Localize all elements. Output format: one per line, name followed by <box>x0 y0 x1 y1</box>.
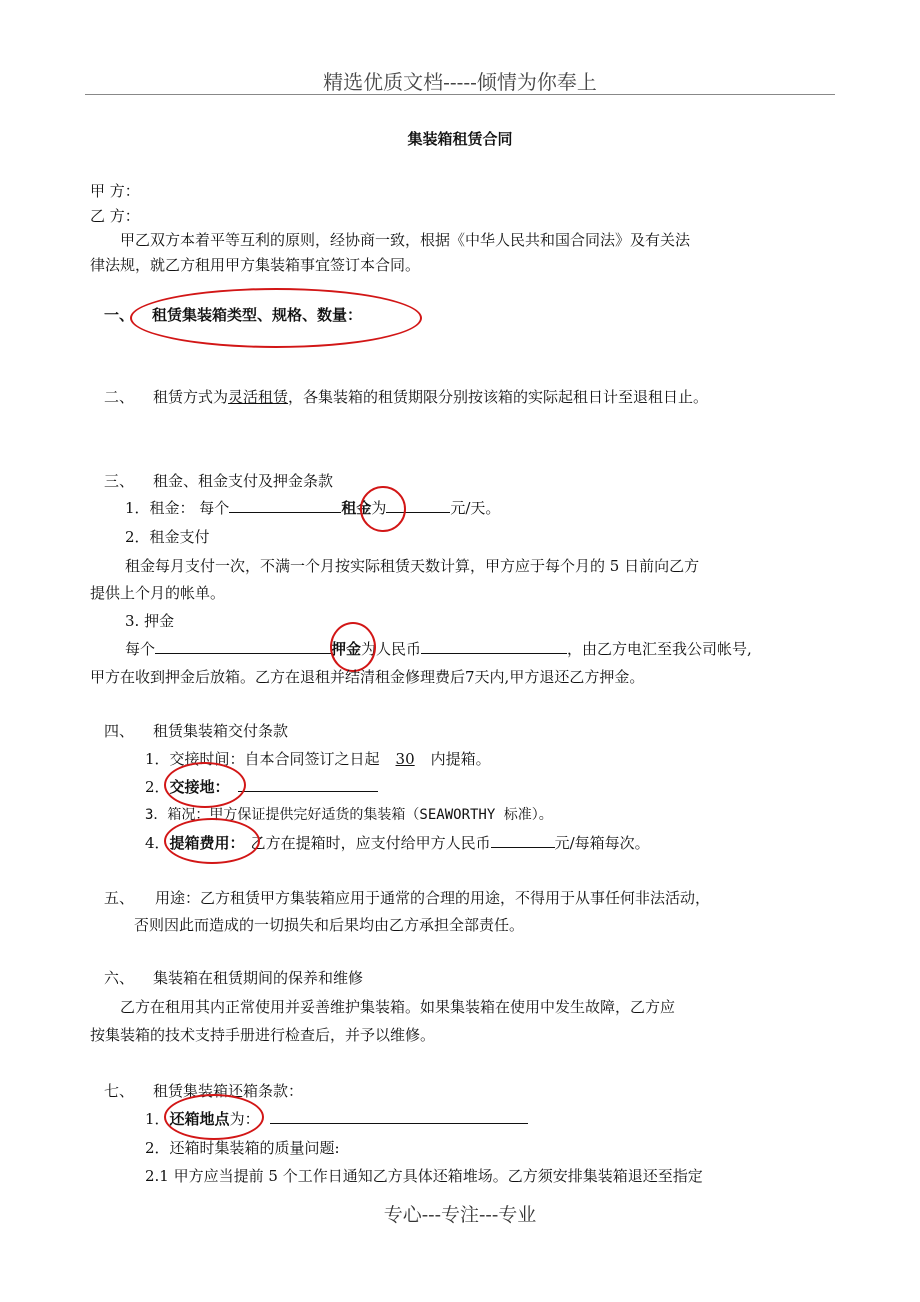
party-b-label: 乙 方： <box>90 207 140 225</box>
rent-mid: 为 <box>371 499 387 517</box>
handover-place-label: 交接地： <box>169 778 230 796</box>
section-6-number: 六、 <box>104 969 135 987</box>
section-2-underlined-term: 灵活租赁 <box>228 388 289 406</box>
section-5-line-1: 用途：乙方租赁甲方集装箱应用于通常的合理的用途，不得用于从事任何非法活动， <box>155 889 711 907</box>
intro-line-1: 甲乙双方本着平等互利的原则，经协商一致，根据《中华人民共和国合同法》及有关法 <box>120 231 691 249</box>
section-4-item-3: 3．箱况：甲方保证提供完好适货的集装箱（SEAWORTHY 标准）。 <box>145 807 553 823</box>
rent-payment-line-2: 提供上个月的帐单。 <box>90 584 226 602</box>
header-divider <box>85 94 835 95</box>
section-4-number: 四、 <box>104 722 135 740</box>
deposit-post: ，由乙方电汇至我公司帐号, <box>567 640 752 658</box>
section-2-pre: 租赁方式为 <box>153 388 229 406</box>
red-circle-annotation <box>130 288 422 348</box>
item-number: 4． <box>145 834 170 852</box>
intro-line-2: 律法规，就乙方租用甲方集装箱事宜签订本合同。 <box>90 256 421 274</box>
section-2-number: 二、 <box>104 388 135 406</box>
rent-keyword: 租金 <box>341 499 372 517</box>
deposit-amount-blank <box>421 639 567 654</box>
section-3-item-1 <box>125 497 500 518</box>
rent-payment-line-1: 租金每月支付一次，不满一个月按实际租赁天数计算，甲方应于每个月的 5 日前向乙方 <box>125 557 700 575</box>
deposit-unit-blank <box>155 639 331 654</box>
pickup-fee-label: 提箱费用： <box>169 834 245 852</box>
handover-place-blank <box>238 777 378 792</box>
section-2-text <box>153 386 708 407</box>
red-circle-annotation <box>164 762 246 808</box>
deposit-line-2: 甲方在收到押金后放箱。乙方在退租并结清租金修理费后7天内,甲方退还乙方押金。 <box>90 668 645 686</box>
pickup-fee-text: 乙方在提箱时，应支付给甲方人民币 <box>250 834 491 852</box>
party-a-label: 甲 方： <box>90 182 140 200</box>
section-1-number: 一、 <box>104 306 135 324</box>
section-6-line-1: 乙方在租用其内正常使用并妥善维护集装箱。如果集装箱在使用中发生故障，乙方应 <box>120 998 676 1016</box>
section-7-item-2: 2．还箱时集装箱的质量问题: <box>145 1139 340 1157</box>
section-5-number: 五、 <box>104 889 135 907</box>
item-number: 2． <box>145 778 170 796</box>
page-footer: 专心---专注---专业 <box>383 1204 537 1226</box>
return-place-label: 还箱地点 <box>169 1110 230 1128</box>
pickup-fee-unit: 元/每箱每次。 <box>554 834 650 852</box>
handover-time-label: 1．交接时间：自本合同签订之日起 <box>145 750 380 768</box>
section-3-item-2: 2．租金支付 <box>125 528 210 546</box>
red-circle-annotation <box>164 1094 264 1140</box>
deposit-keyword: 押金 <box>331 640 362 658</box>
red-circle-annotation <box>330 622 376 672</box>
return-place-post: 为： <box>229 1110 260 1128</box>
document-title: 集装箱租赁合同 <box>407 130 513 148</box>
pickup-fee-blank <box>491 833 555 848</box>
section-2-post: ，各集装箱的租赁期限分别按该箱的实际起租日计至退租日止。 <box>288 388 709 406</box>
handover-days-value: 30 <box>395 750 415 768</box>
section-3-title: 租金、租金支付及押金条款 <box>153 472 334 490</box>
section-6-title: 集装箱在租赁期间的保养和维修 <box>153 969 364 987</box>
section-7-item-2-1: 2.1 甲方应当提前 5 个工作日通知乙方具体还箱堆场。乙方须安排集装箱退还至指定 <box>145 1167 703 1185</box>
deposit-pre: 每个 <box>125 640 156 658</box>
section-7-number: 七、 <box>104 1082 135 1100</box>
item-number: 1． <box>145 1110 170 1128</box>
handover-time-post: 内提箱。 <box>430 750 491 768</box>
red-circle-annotation <box>360 486 406 532</box>
section-3-number: 三、 <box>104 472 135 490</box>
section-4-title: 租赁集装箱交付条款 <box>153 722 289 740</box>
section-7-title: 租赁集装箱还箱条款： <box>153 1082 304 1100</box>
rent-label: 1．租金： 每个 <box>125 499 230 517</box>
section-1-title: 租赁集装箱类型、规格、数量： <box>152 306 363 324</box>
deposit-line-1 <box>125 638 752 659</box>
rent-unit-blank <box>229 498 341 513</box>
section-6-line-2: 按集装箱的技术支持手册进行检查后，并予以维修。 <box>90 1026 436 1044</box>
return-place-blank <box>270 1109 528 1124</box>
deposit-mid: 为人民币 <box>361 640 422 658</box>
rent-unit: 元/天。 <box>450 499 501 517</box>
section-5-line-2: 否则因此而造成的一切损失和后果均由乙方承担全部责任。 <box>134 916 525 934</box>
page-header: 精选优质文档-----倾情为你奉上 <box>323 70 597 94</box>
section-3-item-3: 3. 押金 <box>125 612 175 630</box>
red-circle-annotation <box>164 818 260 864</box>
